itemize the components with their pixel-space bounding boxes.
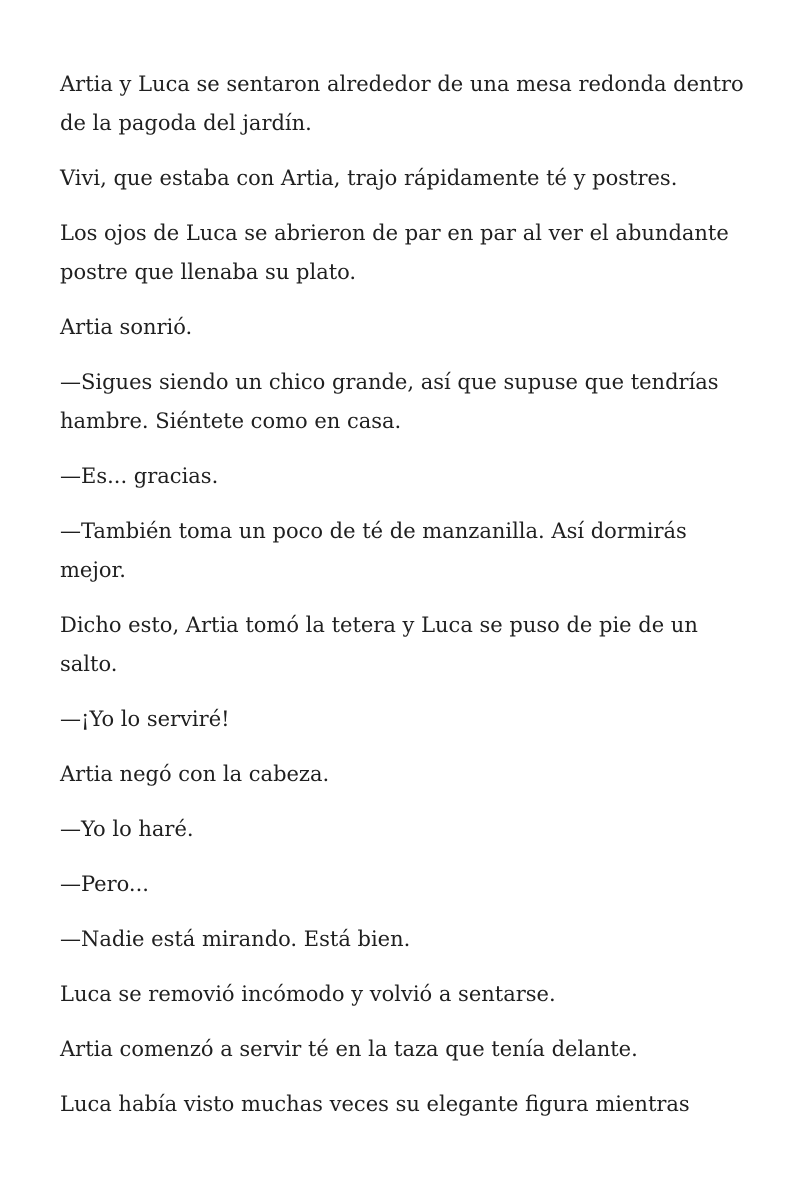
paragraph: —Sigues siendo un chico grande, así que supuse que tendrías hambre. Siéntete como en casa. bbox=[60, 370, 719, 433]
paragraph: Luca se removió incómodo y volvió a sentarse. bbox=[60, 982, 556, 1006]
paragraph: Artia y Luca se sentaron alrededor de una mesa redonda dentro de la pagoda del jardín. bbox=[60, 72, 744, 135]
paragraph: Luca había visto muchas veces su elegante figura mientras bbox=[60, 1092, 690, 1116]
paragraph: —Es... gracias. bbox=[60, 464, 219, 488]
page-text bbox=[60, 65, 750, 1140]
paragraph: Dicho esto, Artia tomó la tetera y Luca se puso de pie de un salto. bbox=[60, 613, 698, 676]
paragraph: Artia comenzó a servir té en la taza que tenía delante. bbox=[60, 1037, 638, 1061]
paragraph: —Nadie está mirando. Está bien. bbox=[60, 927, 411, 951]
paragraph: Artia negó con la cabeza. bbox=[60, 762, 330, 786]
paragraph: —Pero... bbox=[60, 872, 149, 896]
paragraph: Los ojos de Luca se abrieron de par en par al ver el abundante postre que llenaba su plato. bbox=[60, 221, 729, 284]
paragraph: —También toma un poco de té de manzanilla. Así dormirás mejor. bbox=[60, 519, 687, 582]
paragraph: —Yo lo haré. bbox=[60, 817, 194, 841]
paragraph: Vivi, que estaba con Artia, trajo rápidamente té y postres. bbox=[60, 166, 678, 190]
paragraph: —¡Yo lo serviré! bbox=[60, 707, 230, 731]
paragraph: Artia sonrió. bbox=[60, 315, 193, 339]
